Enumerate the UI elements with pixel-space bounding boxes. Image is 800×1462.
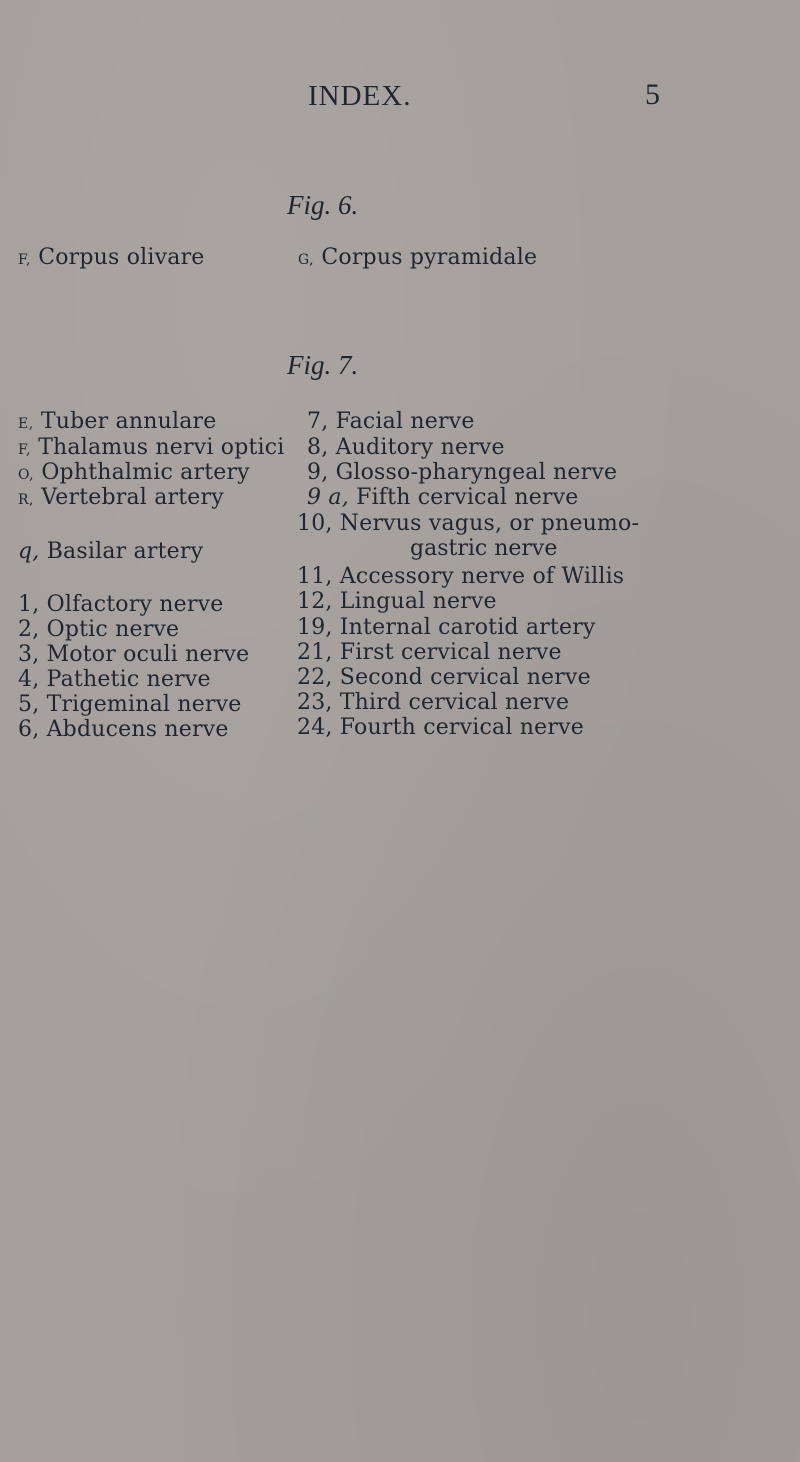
fig7-left-entry (18, 718, 229, 742)
entry-label: Trigeminal nerve (46, 692, 242, 717)
entry-key: q, (18, 539, 40, 564)
fig7-right-entry (297, 565, 624, 589)
entry-key: 9 a, (307, 485, 349, 510)
entry-key: 9, (307, 460, 329, 485)
fig6-right-entry (298, 246, 537, 272)
fig7-left-entry (18, 643, 249, 667)
page-title: INDEX. (308, 80, 412, 112)
entry-key: 21, (297, 640, 333, 665)
entry-key: 10, (297, 511, 333, 536)
entry-label: Olfactory nerve (46, 592, 224, 617)
entry-label: Accessory nerve of Willis (339, 564, 625, 589)
fig7-left-entry (18, 486, 224, 512)
entry-label: Pathetic nerve (46, 667, 211, 692)
fig7-left-entry (18, 540, 203, 564)
entry-label: Fifth cervical nerve (356, 485, 579, 510)
entry-key: 2, (18, 617, 40, 642)
entry-label: Second cervical nerve (339, 665, 591, 690)
fig7-right-entry (297, 512, 639, 536)
entry-label: Corpus pyramidale (321, 245, 538, 270)
entry-label: Internal carotid artery (339, 615, 596, 640)
entry-key: G, (298, 252, 315, 268)
fig-7-heading: Fig. 7. (287, 350, 359, 380)
fig7-right-entry (297, 691, 569, 715)
entry-label: First cervical nerve (339, 640, 562, 665)
entry-key: 8, (307, 435, 329, 460)
fig7-left-entry (18, 436, 285, 462)
entry-label: Corpus olivare (38, 245, 205, 270)
entry-label: Tuber annulare (40, 409, 217, 434)
fig7-left-entry (18, 618, 179, 642)
entry-label: Glosso-pharyngeal nerve (335, 460, 618, 485)
entry-key: F, (18, 442, 31, 458)
fig7-right-entry (297, 666, 591, 690)
entry-key: 5, (18, 692, 40, 717)
fig7-right-entry (297, 616, 596, 640)
fig7-left-entry (18, 693, 242, 717)
page-number: 5 (645, 78, 660, 111)
entry-label: Optic nerve (46, 617, 180, 642)
entry-label: Facial nerve (335, 409, 475, 434)
entry-key: 23, (297, 690, 333, 715)
fig7-left-entry (18, 410, 216, 436)
fig7-right-entry (307, 436, 505, 460)
entry-key: F, (18, 252, 31, 268)
fig7-right-entry (307, 486, 579, 510)
entry-key: 4, (18, 667, 40, 692)
entry-label: Abducens nerve (46, 717, 229, 742)
entry-key: 24, (297, 715, 333, 740)
entry-key: R, (18, 492, 34, 508)
fig-6-heading: Fig. 6. (287, 190, 359, 220)
entry-label: Vertebral artery (41, 485, 224, 510)
fig7-left-entry (18, 668, 211, 692)
fig7-left-entry (18, 461, 250, 487)
entry-key: 7, (307, 409, 329, 434)
entry-label: Third cervical nerve (339, 690, 570, 715)
fig7-left-entry (18, 593, 223, 617)
entry-key: 11, (297, 564, 333, 589)
entry-key: 3, (18, 642, 40, 667)
fig7-right-continuation (410, 536, 557, 561)
entry-label: gastric nerve (410, 536, 558, 561)
entry-label: Thalamus nervi optici (38, 435, 285, 460)
fig7-right-entry (297, 641, 562, 665)
fig6-left-entry (18, 246, 205, 272)
entry-key: 19, (297, 615, 333, 640)
entry-key: 12, (297, 589, 333, 614)
fig7-right-entry (307, 410, 475, 434)
entry-label: Auditory nerve (335, 435, 505, 460)
entry-key: E, (18, 416, 34, 432)
entry-key: O, (18, 467, 35, 483)
entry-label: Nervus vagus, or pneumo- (339, 511, 640, 536)
entry-label: Ophthalmic artery (41, 460, 250, 485)
fig7-right-entry (297, 590, 497, 614)
entry-label: Lingual nerve (339, 589, 497, 614)
fig7-right-entry (307, 461, 617, 485)
entry-key: 6, (18, 717, 40, 742)
entry-key: 1, (18, 592, 40, 617)
entry-label: Motor oculi nerve (46, 642, 250, 667)
entry-label: Fourth cervical nerve (339, 715, 584, 740)
fig7-right-entry (297, 716, 584, 740)
entry-key: 22, (297, 665, 333, 690)
entry-label: Basilar artery (46, 539, 204, 564)
